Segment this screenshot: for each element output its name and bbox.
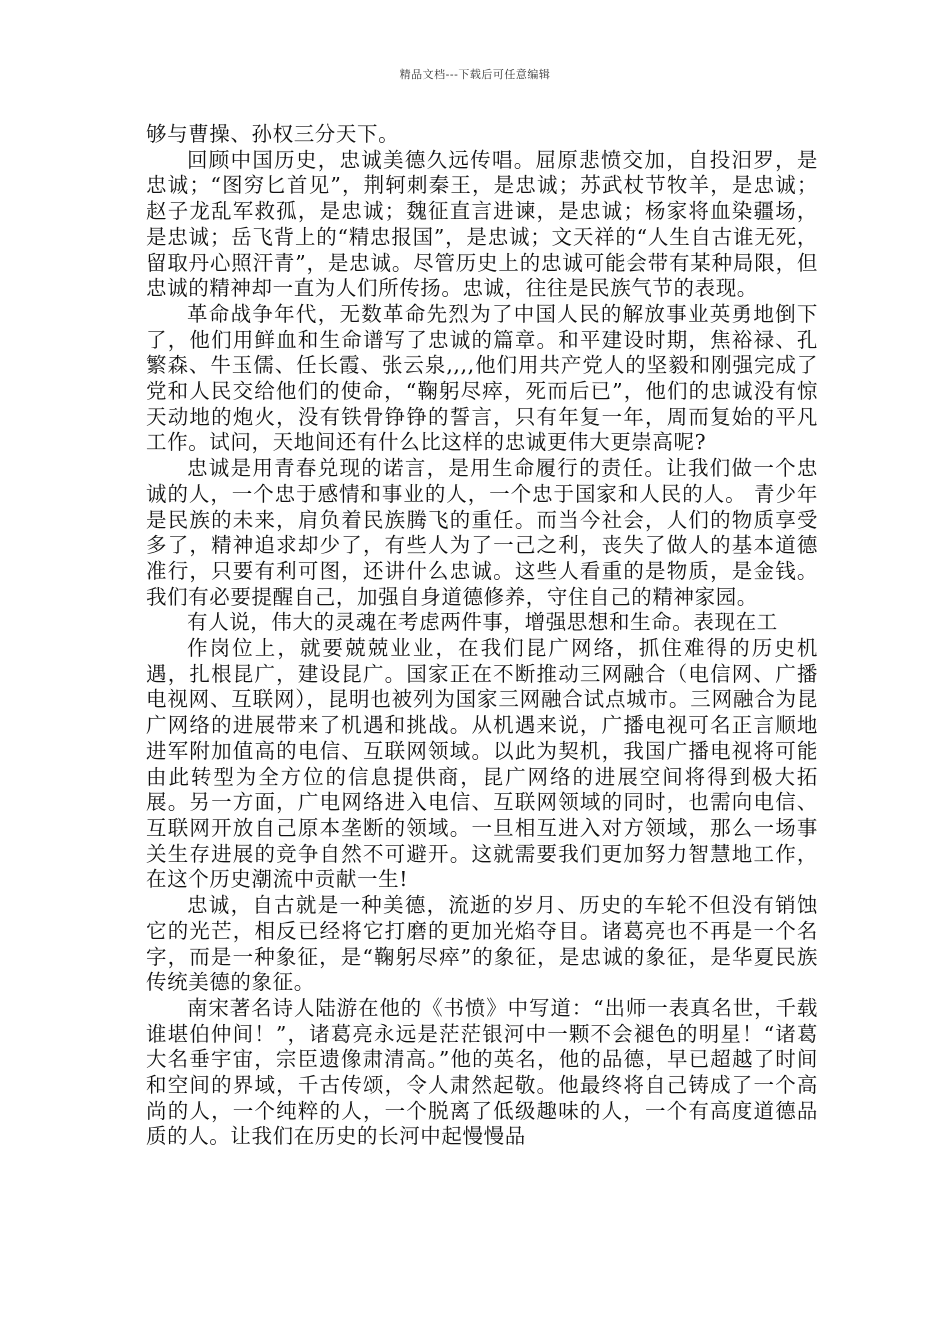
paragraph-2: 回顾中国历史，忠诚美德久远传唱。屈原悲愤交加，自投汨罗，是忠诚；“图穷匕首见”，荆轲刺秦王，是忠诚；苏武杖节牧羊，是忠诚；赵子龙乱军救孤，是忠诚；魏征直言进谏，是忠诚；杨家将血染疆场，是忠诚；岳飞背上的“精忠报国”，是忠诚；文天祥的“人生自古谁无死，留取丹心照汗青”，是忠诚。尽管历史上的忠诚可能会带有某种局限，但忠诚的精神却一直为人们所传扬。忠诚，往往是民族气节的表现。 xyxy=(146,147,818,301)
document-body xyxy=(146,122,818,1150)
paragraph-6: 作岗位上，就要兢兢业业，在我们昆广网络，抓住难得的历史机遇，扎根昆广，建设昆广。国家正在不断推动三网融合（电信网、广播电视网、互联网），昆明也被列为国家三网融合试点城市。三网融合为昆广网络的进展带来了机遇和挑战。从机遇来说，广播电视可名正言顺地进军附加值高的电信、互联网领域。以此为契机，我国广播电视将可能由此转型为全方位的信息提供商，昆广网络的进展空间将得到极大拓展。另一方面，广电网络进入电信、互联网领域的同时，也需向电信、互联网开放自己原本垄断的领域。一旦相互进入对方领域，那么一场事关生存进展的竞争自然不可避开。这就需要我们更加努力智慧地工作，在这个历史潮流中贡献一生! xyxy=(146,636,818,892)
paragraph-7: 忠诚，自古就是一种美德，流逝的岁月、历史的车轮不但没有销蚀它的光芒，相反已经将它打磨的更加光焰夺目。诸葛亮也不再是一个名字，而是一种象征，是“鞠躬尽瘁”的象征，是忠诚的象征，是华夏民族传统美德的象征。 xyxy=(146,893,818,995)
paragraph-4: 忠诚是用青春兑现的诺言，是用生命履行的责任。让我们做一个忠诚的人，一个忠于感情和事业的人，一个忠于国家和人民的人。 青少年是民族的未来，肩负着民族腾飞的重任。而当今社会，人们的物质享受多了，精神追求却少了，有些人为了一己之利，丧失了做人的基本道德准行，只要有利可图，还讲什么忠诚。这些人看重的是物质，是金钱。我们有必要提醒自己，加强自身道德修养，守住自己的精神家园。 xyxy=(146,456,818,609)
page-header: 精品文档---下载后可任意编辑 xyxy=(399,68,551,81)
paragraph-5: 有人说，伟大的灵魂在考虑两件事，增强思想和生命。表现在工 xyxy=(187,610,778,635)
paragraph-1: 够与曹操、孙权三分天下。 xyxy=(146,122,400,146)
paragraph-8: 南宋著名诗人陆游在他的《书愤》中写道：“出师一表真名世，千载谁堪伯仲间！”，诸葛亮永远是茫茫银河中一颗不会褪色的明星！“诸葛大名垂宇宙，宗臣遗像肃清高。”他的英名，他的品德，早已超越了时间和空间的界域，千古传颂，令人肃然起敬。他最终将自己铸成了一个高尚的人，一个纯粹的人，一个脱离了低级趣味的人，一个有高度道德品质的人。让我们在历史的长河中起慢慢品 xyxy=(146,995,818,1149)
paragraph-3: 革命战争年代，无数革命先烈为了中国人民的解放事业英勇地倒下了，他们用鲜血和生命谱写了忠诚的篇章。和平建设时期，焦裕禄、孔繁森、牛玉儒、任长霞、张云泉,,,,他们用共产党人的坚毅和刚强完成了党和人民交给他们的使命，“鞠躬尽瘁，死而后已”，他们的忠诚没有惊天动地的炮火，没有铁骨铮铮的誓言，只有年复一年，周而复始的平凡工作。试问，天地间还有什么比这样的忠诚更伟大更崇高呢? xyxy=(146,301,818,455)
